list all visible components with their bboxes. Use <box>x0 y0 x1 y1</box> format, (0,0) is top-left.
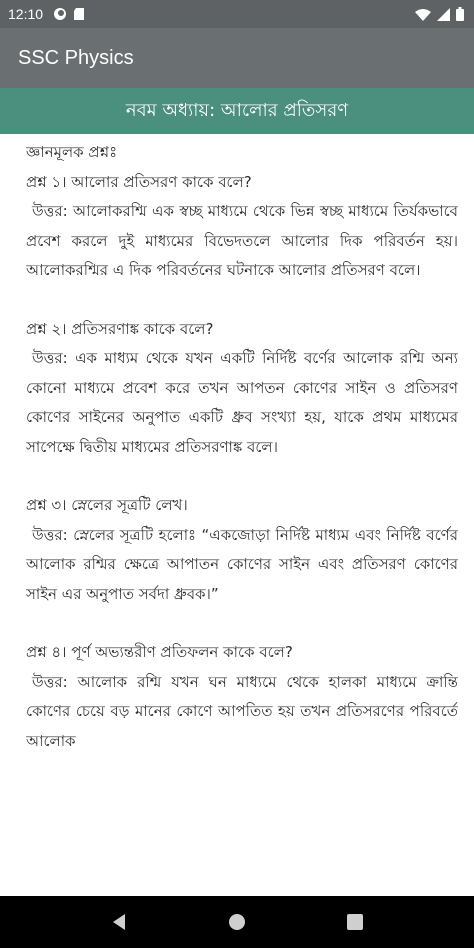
content-scroll-area[interactable] <box>26 138 458 896</box>
question-text: প্রশ্ন ১। আলোর প্রতিসরণ কাকে বলে? <box>26 172 252 191</box>
question-text: প্রশ্ন ৩। স্নেলের সূত্রটি লেখ। <box>26 496 188 514</box>
app-title: SSC Physics <box>18 46 134 69</box>
home-button[interactable] <box>217 902 257 942</box>
wifi-icon <box>415 8 431 21</box>
status-bar <box>0 0 474 28</box>
recents-button[interactable] <box>335 902 375 942</box>
answer-text: উত্তর: আলোক রশ্মি যখন ঘন মাধ্যমে থেকে হালকা মাধ্যমে ক্রান্তি কোণের চেয়ে বড় মানের কোণে আপতিত হয় তখন প্রতিসরণের পরিবর্তে আলোক <box>26 672 458 750</box>
qa-item <box>26 491 458 609</box>
home-icon <box>228 913 246 931</box>
qa-item <box>26 315 458 463</box>
question-text: প্রশ্ন ৪। পূর্ণ অভ্যন্তরীণ প্রতিফলন কাকে বলে? <box>26 643 293 661</box>
back-button[interactable] <box>99 902 139 942</box>
battery-icon <box>456 7 464 21</box>
qa-item <box>26 638 458 756</box>
question-text: প্রশ্ন ২। প্রতিসরণাঙ্ক কাকে বলে? <box>26 319 214 338</box>
back-icon <box>111 913 127 931</box>
answer-text: উত্তর: এক মাধ্যম থেকে যখন একটি নির্দিষ্ট বর্ণের আলোক রশ্মি অন্য কোনো মাধ্যমে প্রবেশ করে তখন আপতন কোণের সাইন ও প্রতিসরণ কোণের সাইনের অনুপাত একটি ধ্রুব সংখ্যা হয়, যাকে প্রথম মাধ্যমের সাপেক্ষে দ্বিতীয় মাধ্যমের প্রতিসরণাঙ্ক বলে। <box>26 349 458 456</box>
qa-item <box>26 168 458 286</box>
chapter-header <box>0 88 474 134</box>
firefox-icon <box>53 7 67 21</box>
section-label: জ্ঞানমূলক প্রশ্নঃ <box>26 143 118 161</box>
chapter-title: নবম অধ্যায়: আলোর প্রতিসরণ <box>125 99 349 121</box>
signal-icon <box>437 8 450 21</box>
status-time: 12:10 <box>8 6 44 22</box>
navigation-bar <box>0 896 474 948</box>
answer-text: উত্তর: স্নেলের সূত্রটি হলোঃ “একজোড়া নির্দিষ্ট মাধ্যম এবং নির্দিষ্ট বর্ণের আলোক রশ্মির ক্ষেত্রে আপাতন কোণের সাইন এবং প্রতিসরণ কোণের সাইন এর অনুপাত সর্বদা ধ্রুবক।” <box>26 525 458 603</box>
sd-card-icon <box>73 7 85 21</box>
answer-text: উত্তর: আলোকরশ্মি এক স্বচ্ছ মাধ্যমে থেকে ভিন্ন স্বচ্ছ মাধ্যমে তির্যকভাবে প্রবেশ করলে দুই মাধ্যমের বিভেদতলে আলোর দিক পরিবর্তন হয়। আলোকরশ্মির এ দিক পরিবর্তনের ঘটনাকে আলোর প্রতিসরণ বলে। <box>26 202 458 279</box>
app-bar <box>0 28 474 88</box>
recents-icon <box>347 914 363 930</box>
